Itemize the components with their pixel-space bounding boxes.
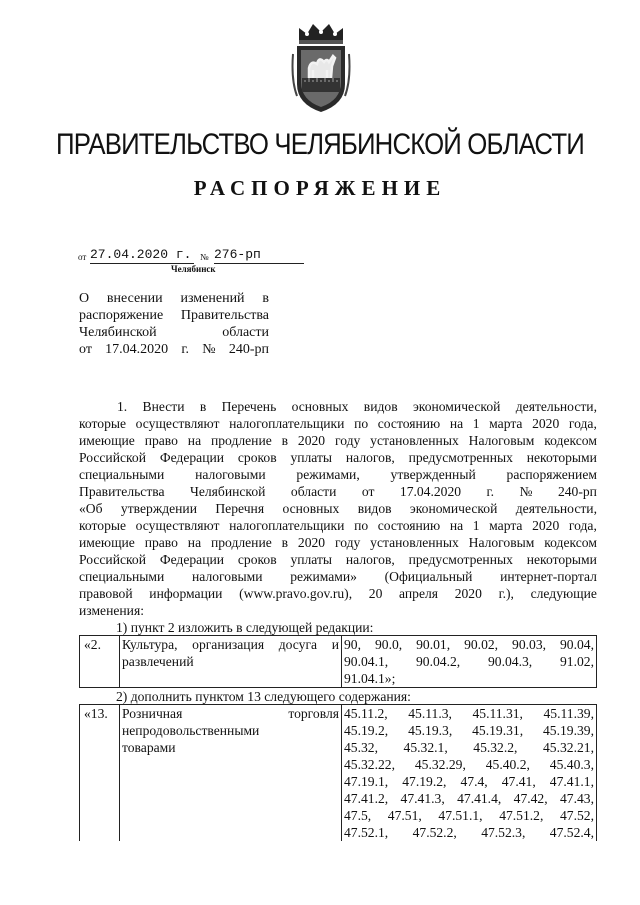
- word: 2020: [297, 433, 326, 448]
- word: Челябинской: [190, 484, 266, 499]
- word: 45.11.39,: [543, 706, 594, 721]
- word: 90.04.1,: [344, 654, 389, 669]
- word: 91.02,: [560, 654, 594, 669]
- codes-line: [344, 824, 594, 841]
- word: которые: [79, 518, 127, 533]
- word: 90.04,: [559, 637, 594, 652]
- word: непродовольственными: [122, 723, 260, 738]
- table-point-13: [79, 704, 597, 841]
- word: установленных: [370, 535, 459, 550]
- paragraph-line: [79, 517, 597, 534]
- word: г.),: [498, 586, 514, 601]
- word: на: [187, 433, 202, 448]
- codes-line: [344, 722, 594, 739]
- codes-line: [344, 739, 594, 756]
- name-line: [122, 722, 339, 739]
- word: 45.19.3,: [408, 723, 453, 738]
- word: уплаты: [290, 450, 333, 465]
- document-subject: [79, 290, 269, 358]
- word: 90.02,: [464, 637, 499, 652]
- word: 45.32,: [344, 740, 378, 755]
- word: 90.04.2,: [416, 654, 461, 669]
- word: г.: [181, 342, 190, 357]
- word: некоторыми: [526, 450, 597, 465]
- word: деятельности,: [515, 399, 597, 414]
- word: 1: [472, 518, 480, 533]
- word: на: [449, 518, 464, 533]
- word: специальными: [79, 467, 165, 482]
- city-label: Челябинск: [171, 264, 216, 274]
- word: 2020: [454, 586, 482, 601]
- word: №: [519, 484, 533, 499]
- document-date: 27.04.2020 г.: [90, 247, 194, 264]
- paragraph-line: [79, 585, 597, 602]
- codes-line: [344, 807, 594, 824]
- word: 47.41.3,: [400, 791, 445, 806]
- document-number: 276-рп: [214, 247, 304, 264]
- word: предусмотренных: [408, 552, 513, 567]
- date-prefix: от: [78, 252, 87, 262]
- paragraph-line: [79, 432, 597, 449]
- word: Культура,: [122, 637, 178, 652]
- word: от: [361, 484, 375, 499]
- word: товарами: [122, 740, 176, 755]
- word: году: [334, 433, 361, 448]
- word: 47.51,: [387, 808, 422, 823]
- subject-line: [79, 290, 269, 307]
- word: продление: [210, 433, 272, 448]
- table-point-2: [79, 635, 597, 688]
- word: 45.32.1,: [403, 740, 448, 755]
- word: налогов,: [345, 450, 395, 465]
- word: 240-рп: [557, 484, 597, 499]
- codes-line: [344, 636, 594, 653]
- word: сроков: [237, 552, 277, 567]
- word: 47.52.3,: [481, 825, 526, 840]
- word: 90.04.3,: [488, 654, 533, 669]
- word: внесении: [106, 291, 163, 306]
- word: 45.32.29,: [414, 757, 466, 772]
- word: 47.41.2,: [344, 791, 389, 806]
- word: 45.11.2,: [344, 706, 388, 721]
- word: изменения:: [79, 603, 144, 618]
- word: кодексом: [544, 433, 597, 448]
- word: 45.19.2,: [344, 723, 389, 738]
- word: уплаты: [290, 552, 333, 567]
- word: года,: [568, 416, 597, 431]
- word: Правительства: [79, 484, 165, 499]
- word: 47.52.1,: [344, 825, 389, 840]
- word: утверждении: [120, 501, 197, 516]
- word: режимами»: [290, 569, 357, 584]
- word: 45.19.31,: [472, 723, 524, 738]
- word: 90.0,: [374, 637, 403, 652]
- paragraph-line: [79, 500, 597, 517]
- word: досуга: [278, 637, 318, 652]
- word: утвержденный: [390, 467, 476, 482]
- word: 45.40.2,: [485, 757, 530, 772]
- word: 47.52.4,: [549, 825, 594, 840]
- word: некоторыми: [526, 552, 597, 567]
- word: 90.03,: [512, 637, 547, 652]
- word: 47.51.1,: [438, 808, 483, 823]
- word: по: [354, 518, 369, 533]
- word: 45.32.2,: [473, 740, 518, 755]
- word: право: [144, 433, 178, 448]
- subject-line: [79, 307, 269, 324]
- word: 47.19.1,: [344, 774, 389, 789]
- word: в: [199, 399, 207, 414]
- row-number: «13.: [80, 705, 120, 842]
- word: от: [79, 342, 92, 357]
- word: 90.01,: [416, 637, 451, 652]
- word: видов: [357, 501, 392, 516]
- word: №: [202, 342, 216, 357]
- word: развлечений: [122, 654, 194, 669]
- name-line: [122, 636, 339, 653]
- word: на: [449, 416, 464, 431]
- word: продление: [210, 535, 272, 550]
- paragraph-line: [79, 415, 597, 432]
- word: и: [331, 637, 339, 652]
- word: специальными: [79, 569, 165, 584]
- word: 45.40.3,: [549, 757, 594, 772]
- word: 2020: [532, 416, 560, 431]
- word: налогов,: [345, 552, 395, 567]
- name-line: [122, 705, 339, 722]
- word: 1: [472, 416, 480, 431]
- word: экономической: [409, 501, 498, 516]
- word: налоговыми: [192, 569, 263, 584]
- word: 47.4,: [460, 774, 488, 789]
- document-type: РАСПОРЯЖЕНИЕ: [193, 176, 447, 200]
- word: 47.43,: [559, 791, 594, 806]
- word: налогоплательщики: [229, 416, 345, 431]
- word: налоговыми: [195, 467, 266, 482]
- word: марта: [489, 416, 523, 431]
- word: Перечень: [221, 399, 277, 414]
- subject-line: [79, 324, 269, 341]
- codes-line: [344, 670, 594, 687]
- word: которые: [79, 416, 127, 431]
- word: в: [262, 291, 269, 306]
- word: распоряжение: [79, 308, 164, 323]
- word: 17.04.2020: [105, 342, 169, 357]
- word: имеющие: [79, 433, 135, 448]
- subpoint-1: 1) пункт 2 изложить в следующей редакции:: [116, 620, 374, 635]
- name-line: [122, 653, 339, 670]
- word: 45.32.22,: [344, 757, 395, 772]
- coat-of-arms-icon: [291, 20, 351, 114]
- word: Федерации: [159, 552, 225, 567]
- word: 45.32.21,: [543, 740, 594, 755]
- word: 17.04.2020: [399, 484, 462, 499]
- word: Розничная: [122, 706, 183, 721]
- subject-line: [79, 341, 269, 358]
- word: О: [79, 291, 90, 306]
- main-paragraph: [79, 398, 597, 619]
- word: году: [334, 535, 361, 550]
- word: режимами,: [296, 467, 360, 482]
- word: 1.: [117, 399, 128, 414]
- word: Российской: [79, 552, 146, 567]
- word: (www.pravo.gov.ru),: [239, 586, 353, 601]
- word: г.: [486, 484, 494, 499]
- word: предусмотренных: [408, 450, 513, 465]
- word: Налоговым: [468, 433, 535, 448]
- row-number: «2.: [80, 636, 120, 688]
- name-line: [122, 739, 339, 756]
- word: 47.51.2,: [499, 808, 544, 823]
- word: видов: [363, 399, 398, 414]
- number-prefix: №: [200, 252, 209, 262]
- word: 47.41.1,: [549, 774, 594, 789]
- word: 47.41,: [501, 774, 536, 789]
- word: области: [222, 325, 269, 340]
- word: в: [281, 535, 289, 550]
- codes-line: [344, 773, 594, 790]
- paragraph-line: [79, 449, 597, 466]
- word: 45.11.31,: [472, 706, 523, 721]
- paragraph-line: [79, 551, 597, 568]
- word: 2020: [297, 535, 326, 550]
- word: интернет-портал: [500, 569, 597, 584]
- word: 47.52.2,: [412, 825, 457, 840]
- word: 47.5,: [344, 808, 372, 823]
- word: состоянию: [377, 416, 441, 431]
- word: 47.19.2,: [402, 774, 447, 789]
- paragraph-line: [79, 483, 597, 500]
- activity-name: [120, 636, 342, 688]
- word: года,: [568, 518, 597, 533]
- paragraph-line: [79, 568, 597, 585]
- word: «Об: [79, 501, 103, 516]
- word: осуществляют: [135, 416, 220, 431]
- table-row: [80, 705, 597, 842]
- subpoint-2: 2) дополнить пунктом 13 следующего содержания:: [116, 689, 411, 704]
- word: 91.04.1»;: [344, 671, 396, 686]
- date-number-line: [78, 244, 318, 264]
- word: налогоплательщики: [229, 518, 345, 533]
- word: 47.41.4,: [457, 791, 502, 806]
- word: (Официальный: [384, 569, 473, 584]
- paragraph-line: [79, 466, 597, 483]
- codes-line: [344, 790, 594, 807]
- table-row: [80, 636, 597, 688]
- word: Российской: [79, 450, 146, 465]
- word: 2020: [532, 518, 560, 533]
- paragraph-line: [79, 398, 597, 415]
- word: Налоговым: [468, 535, 535, 550]
- word: правовой: [79, 586, 133, 601]
- word: 47.52,: [559, 808, 594, 823]
- word: осуществляют: [135, 518, 220, 533]
- word: по: [354, 416, 369, 431]
- word: распоряжением: [506, 467, 597, 482]
- word: следующие: [530, 586, 597, 601]
- paragraph-line: [79, 602, 597, 619]
- word: изменений: [180, 291, 245, 306]
- word: 240-рп: [228, 342, 269, 357]
- word: право: [144, 535, 178, 550]
- word: апреля: [399, 586, 439, 601]
- word: 90,: [344, 637, 361, 652]
- word: установленных: [370, 433, 459, 448]
- paragraph-line: [79, 534, 597, 551]
- word: 45.19.39,: [542, 723, 594, 738]
- okved-codes: [342, 636, 597, 688]
- word: экономической: [412, 399, 501, 414]
- word: 47.42,: [513, 791, 548, 806]
- activity-name: [120, 705, 342, 842]
- word: кодексом: [544, 535, 597, 550]
- word: состоянию: [377, 518, 441, 533]
- word: основных: [282, 501, 340, 516]
- word: области: [290, 484, 337, 499]
- codes-line: [344, 653, 594, 670]
- word: деятельности,: [515, 501, 597, 516]
- word: Правительства: [180, 308, 269, 323]
- word: на: [187, 535, 202, 550]
- word: 45.11.3,: [408, 706, 452, 721]
- word: имеющие: [79, 535, 135, 550]
- word: Челябинской: [79, 325, 157, 340]
- government-title: ПРАВИТЕЛЬСТВО ЧЕЛЯБИНСКОЙ ОБЛАСТИ: [56, 128, 584, 161]
- word: в: [281, 433, 289, 448]
- word: основных: [291, 399, 349, 414]
- word: Перечня: [215, 501, 265, 516]
- word: Внести: [142, 399, 185, 414]
- word: сроков: [237, 450, 277, 465]
- codes-line: [344, 756, 594, 773]
- codes-line: [344, 705, 594, 722]
- word: организация: [192, 637, 265, 652]
- word: Федерации: [159, 450, 225, 465]
- okved-codes: [342, 705, 597, 842]
- word: торговля: [288, 706, 339, 721]
- word: информации: [149, 586, 223, 601]
- word: 20: [368, 586, 383, 601]
- word: марта: [489, 518, 523, 533]
